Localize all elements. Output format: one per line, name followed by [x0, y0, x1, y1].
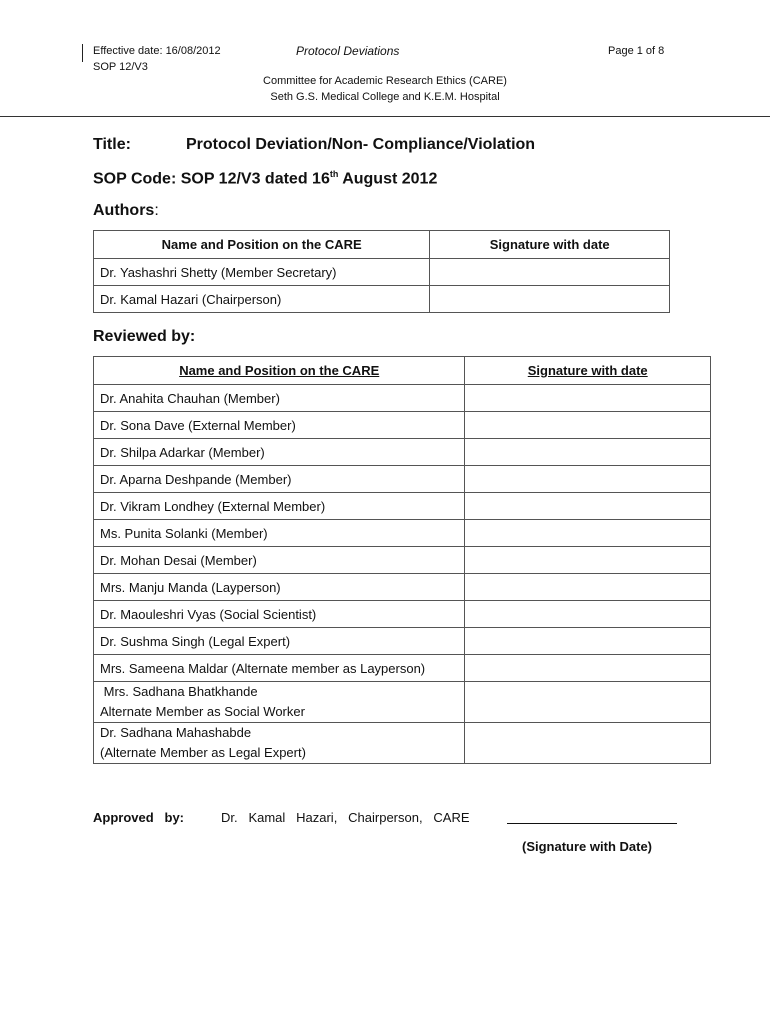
authors-col-name: Name and Position on the CARE	[94, 231, 430, 259]
table-row	[94, 286, 670, 313]
table-row	[94, 574, 711, 601]
reviewer-name: Dr. Aparna Deshpande (Member)	[94, 466, 465, 493]
page-info: Page 1 of 8	[608, 45, 665, 57]
reviewer-signature-cell	[465, 574, 711, 601]
table-row	[94, 547, 711, 574]
table-row	[94, 655, 711, 682]
reviewer-name: Mrs. Manju Manda (Layperson)	[94, 574, 465, 601]
table-row	[94, 259, 670, 286]
reviewer-signature-cell	[465, 628, 711, 655]
table-row	[94, 385, 711, 412]
header-margin-rule	[82, 44, 83, 62]
reviewers-table	[93, 356, 711, 764]
table-row	[94, 520, 711, 547]
reviewer-name: Dr. Mohan Desai (Member)	[94, 547, 465, 574]
reviewer-name: Dr. Sushma Singh (Legal Expert)	[94, 628, 465, 655]
reviewer-signature-cell	[465, 655, 711, 682]
reviewer-role-line: Alternate Member as Social Worker	[100, 704, 305, 719]
reviewer-name-line: Mrs. Sadhana Bhatkhande	[100, 684, 258, 699]
reviewers-col-name: Name and Position on the CARE	[94, 357, 465, 385]
reviewer-name: Dr. Shilpa Adarkar (Member)	[94, 439, 465, 466]
reviewer-name: Ms. Punita Solanki (Member)	[94, 520, 465, 547]
title-label: Title:	[93, 136, 131, 153]
authors-heading-text: Authors	[93, 202, 155, 219]
reviewer-name: Dr. Maouleshri Vyas (Social Scientist)	[94, 601, 465, 628]
reviewer-name	[94, 682, 465, 723]
reviewer-name: Dr. Vikram Londhey (External Member)	[94, 493, 465, 520]
table-row	[94, 439, 711, 466]
author-name: Dr. Yashashri Shetty (Member Secretary)	[94, 259, 430, 286]
author-signature-cell	[430, 259, 670, 286]
approval-signature-line	[507, 809, 677, 824]
author-name: Dr. Kamal Hazari (Chairperson)	[94, 286, 430, 313]
sop-code-ordinal: th	[329, 169, 339, 179]
signature-note: (Signature with Date)	[522, 839, 653, 854]
reviewer-name: Dr. Anahita Chauhan (Member)	[94, 385, 465, 412]
reviewer-signature-cell	[465, 439, 711, 466]
reviewer-signature-cell	[465, 412, 711, 439]
table-row	[94, 628, 711, 655]
reviewer-signature-cell	[465, 601, 711, 628]
reviewer-name	[94, 723, 465, 764]
sop-code-prefix: SOP Code: SOP 12/V3 dated 16	[93, 170, 330, 188]
approval-label: Approved by:	[93, 810, 185, 825]
reviewer-signature-cell	[465, 547, 711, 574]
reviewers-col-signature: Signature with date	[465, 357, 711, 385]
authors-col-signature: Signature with date	[430, 231, 670, 259]
committee-name: Committee for Academic Research Ethics (CARE)	[263, 75, 507, 87]
table-row	[94, 412, 711, 439]
reviewer-signature-cell	[465, 682, 711, 723]
reviewers-heading: Reviewed by:	[93, 328, 196, 345]
reviewers-header-row	[94, 357, 711, 385]
reviewer-signature-cell	[465, 520, 711, 547]
reviewer-signature-cell	[465, 723, 711, 764]
reviewer-signature-cell	[465, 385, 711, 412]
doc-category: Protocol Deviations	[296, 44, 400, 58]
effective-date: Effective date: 16/08/2012	[93, 45, 221, 57]
authors-header-row	[94, 231, 670, 259]
header-divider	[0, 116, 770, 117]
table-row	[94, 723, 711, 764]
table-row	[94, 493, 711, 520]
table-row	[94, 466, 711, 493]
sop-code-suffix: August 2012	[338, 170, 438, 188]
document-title: Protocol Deviation/Non- Compliance/Violation	[186, 136, 536, 153]
authors-heading	[93, 202, 159, 220]
reviewer-role-line: (Alternate Member as Legal Expert)	[100, 745, 306, 760]
author-signature-cell	[430, 286, 670, 313]
sop-reference: SOP 12/V3	[93, 61, 148, 73]
table-row	[94, 601, 711, 628]
reviewer-signature-cell	[465, 466, 711, 493]
authors-table	[93, 230, 670, 313]
reviewer-name: Mrs. Sameena Maldar (Alternate member as Layperson)	[94, 655, 465, 682]
approver-name: Dr. Kamal Hazari, Chairperson, CARE	[221, 810, 470, 825]
reviewer-name: Dr. Sona Dave (External Member)	[94, 412, 465, 439]
sop-code	[93, 169, 437, 188]
reviewer-name-line: Dr. Sadhana Mahashabde	[100, 725, 252, 740]
authors-heading-colon: :	[154, 202, 159, 219]
table-row	[94, 682, 711, 723]
reviewer-signature-cell	[465, 493, 711, 520]
institution-name: Seth G.S. Medical College and K.E.M. Hospital	[270, 91, 500, 103]
